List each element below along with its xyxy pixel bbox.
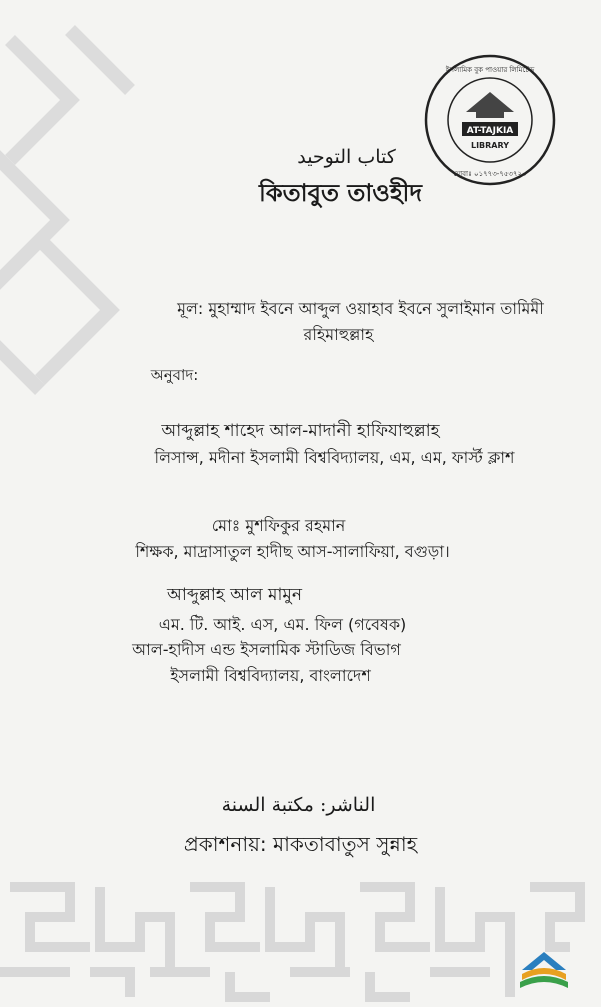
stamp-phone: মোবাঃ ০১৭৭৩-৭৫৩৭২০ bbox=[453, 170, 527, 178]
publisher-arabic: الناشر: مكتبة السنة bbox=[221, 794, 376, 816]
publisher-logo-icon bbox=[516, 948, 572, 994]
translator-3-details-2: আল-হাদীস এন্ড ইসলামিক স্টাডিজ বিভাগ bbox=[132, 640, 401, 659]
original-author-line1: মূল: মুহাম্মাদ ইবনে আব্দুল ওয়াহাব ইবনে সুলাইমান তামিমী bbox=[177, 299, 544, 318]
translation-label: অনুবাদ: bbox=[150, 366, 199, 384]
stamp-top-text: ইসলামিক বুক পাওয়ার লিমিটেড bbox=[445, 66, 535, 74]
translator-3-details-1: এম. টি. আই. এস, এম. ফিল (গবেষক) bbox=[158, 615, 407, 634]
decorative-pattern-bottom bbox=[0, 857, 601, 1007]
translator-2-name: মোঃ মুশফিকুর রহমান bbox=[211, 516, 346, 535]
translator-1-details: লিসান্স, মদীনা ইসলামী বিশ্ববিদ্যালয়, এম, এম, ফার্স্ট ক্লাশ bbox=[154, 448, 515, 467]
translator-3-name: আব্দুল্লাহ আল মামুন bbox=[167, 585, 302, 605]
publisher-bengali: প্রকাশনায়: মাকতাবাতুস সুন্নাহ bbox=[183, 832, 418, 856]
stamp-bottom-text: LIBRARY bbox=[470, 141, 510, 150]
original-author-line2: রহিমাহুল্লাহ bbox=[303, 325, 374, 344]
translator-1-name: আব্দুল্লাহ শাহেদ আল-মাদানী হাফিযাহুল্লাহ bbox=[161, 421, 440, 441]
title-arabic: كتاب التوحيد bbox=[297, 146, 396, 168]
stamp-center-text: AT-TAJKIA bbox=[466, 126, 514, 136]
translator-2-details: শিক্ষক, মাদ্রাসাতুল হাদীছ আস-সালাফিয়া, বগুড়া। bbox=[135, 542, 450, 561]
translator-3-details-3: ইসলামী বিশ্ববিদ্যালয়, বাংলাদেশ bbox=[170, 666, 371, 685]
title-bengali: কিতাবুত তাওহীদ bbox=[258, 179, 423, 207]
